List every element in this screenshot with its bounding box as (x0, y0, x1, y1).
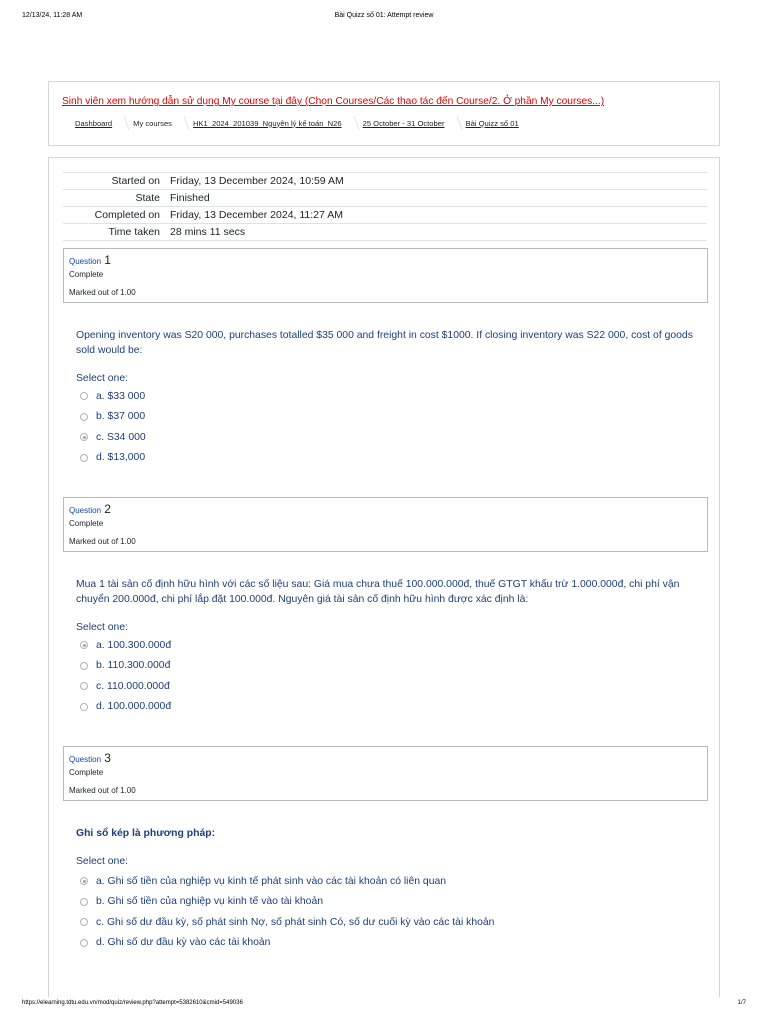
summary-row-state (63, 190, 707, 207)
answer-option[interactable] (80, 656, 171, 677)
answer-option[interactable] (80, 635, 171, 656)
attempt-summary-table (63, 172, 707, 241)
quiz-review-region (48, 157, 720, 997)
question-1-info (63, 248, 708, 303)
answer-label: b. $37 000 (96, 411, 146, 423)
question-grade: Marked out of 1.00 (69, 288, 136, 297)
question-state: Complete (69, 768, 104, 777)
question-2-text: Mua 1 tài sản cố định hữu hình với các số liệu sau: Giá mua chưa thuế 100.000.000đ, thuế GTGT khấu trừ 1.000.000đ, chi phí vận chuyển 200.000đ, chi phí lắp đặt 100.000đ. Nguyên giá tài sản cố định hữu hình được xác định là: (76, 579, 680, 605)
question-state: Complete (69, 270, 104, 279)
breadcrumb-dashboard[interactable]: Dashboard (75, 118, 113, 128)
answer-label: d. 100.000.000đ (96, 701, 172, 713)
answer-label: a. 100.300.000đ (96, 639, 172, 651)
summary-row-time-taken (63, 224, 707, 241)
question-3-text: Ghi sổ kép là phương pháp: (76, 828, 216, 839)
radio-button-selected[interactable] (80, 877, 88, 885)
question-3-answers (80, 871, 494, 953)
radio-button-selected[interactable] (80, 641, 88, 649)
breadcrumb-separator (450, 116, 462, 130)
answer-label: b. Ghi số tiền của nghiệp vụ kinh tế vào tài khoản (96, 896, 324, 908)
breadcrumb-section[interactable]: 25 October - 31 October (362, 118, 445, 128)
question-2-prompt: Select one: (76, 622, 128, 633)
breadcrumb-separator (177, 116, 189, 130)
summary-label: Started on (111, 174, 160, 187)
print-datetime: 12/13/24, 11:28 AM (22, 12, 83, 19)
radio-button-selected[interactable] (80, 433, 88, 441)
answer-option[interactable] (80, 912, 494, 933)
breadcrumb-quiz[interactable]: Bài Quizz số 01 (465, 118, 519, 128)
question-state: Complete (69, 519, 104, 528)
answer-option[interactable] (80, 892, 494, 913)
breadcrumb-my-courses: My courses (133, 118, 172, 128)
question-grade: Marked out of 1.00 (69, 537, 136, 546)
summary-row-completed (63, 207, 707, 224)
question-number: Question 1 (69, 253, 111, 267)
print-footer (22, 1000, 746, 1010)
radio-button[interactable] (80, 939, 88, 947)
answer-label: d. $13,000 (96, 452, 146, 464)
answer-label: a. $33 000 (96, 390, 146, 402)
page-header (48, 81, 720, 146)
radio-button[interactable] (80, 662, 88, 670)
question-1-text: Opening inventory was S20 000, purchases totalled $35 000 and freight in cost $1000. If closing inventory was S22 000, cost of goods sold would be: (76, 330, 693, 356)
question-number: Question 2 (69, 502, 111, 516)
answer-label: c. S34 000 (96, 431, 146, 443)
answer-label: d. Ghi số dư đầu kỳ vào các tài khoản (96, 937, 271, 949)
answer-label: a. Ghi số tiền của nghiệp vụ kinh tế phát sinh vào các tài khoản có liên quan (96, 875, 447, 887)
radio-button[interactable] (80, 918, 88, 926)
summary-value: Friday, 13 December 2024, 10:59 AM (170, 174, 344, 187)
print-page-number: 1/7 (737, 1000, 746, 1006)
print-url: https://elearning.tdtu.edu.vn/mod/quiz/review.php?attempt=5382610&cmid=549036 (22, 1000, 243, 1006)
print-page-title: Bài Quizz số 01: Attempt review (334, 12, 434, 19)
question-3-prompt: Select one: (76, 856, 128, 867)
question-2-answers (80, 635, 171, 717)
answer-option[interactable] (80, 871, 494, 892)
summary-value: Friday, 13 December 2024, 11:27 AM (170, 208, 343, 221)
answer-option[interactable] (80, 427, 146, 448)
radio-button[interactable] (80, 392, 88, 400)
radio-button[interactable] (80, 682, 88, 690)
question-1-answers (80, 386, 146, 468)
question-3-info (63, 746, 708, 801)
summary-value: Finished (170, 191, 210, 204)
radio-button[interactable] (80, 703, 88, 711)
breadcrumb-course[interactable]: HK1_2024_201039_Nguyên lý kế toán_N26 (192, 118, 342, 128)
print-header (22, 12, 746, 24)
answer-label: b. 110.300.000đ (96, 660, 171, 672)
answer-option[interactable] (80, 407, 146, 428)
answer-option[interactable] (80, 697, 171, 718)
summary-label: State (135, 191, 160, 204)
summary-label: Completed on (94, 208, 160, 221)
summary-label: Time taken (108, 225, 160, 238)
question-2-info (63, 497, 708, 552)
answer-option[interactable] (80, 933, 494, 954)
breadcrumb-separator (118, 116, 130, 130)
radio-button[interactable] (80, 898, 88, 906)
answer-option[interactable] (80, 676, 171, 697)
answer-option[interactable] (80, 448, 146, 469)
radio-button[interactable] (80, 413, 88, 421)
answer-option[interactable] (80, 386, 146, 407)
breadcrumb-separator (347, 116, 359, 130)
answer-label: c. 110.000.000đ (96, 680, 170, 692)
question-number: Question 3 (69, 751, 111, 765)
radio-button[interactable] (80, 454, 88, 462)
summary-row-started (63, 173, 707, 190)
summary-value: 28 mins 11 secs (170, 225, 246, 238)
question-1-prompt: Select one: (76, 373, 128, 384)
breadcrumb (75, 116, 519, 130)
course-guide-link[interactable]: Sinh viên xem hướng dẫn sử dụng My course tại đây (Chọn Courses/Các thao tác đến Course/2. Ở phần My courses...) (62, 96, 605, 107)
answer-label: c. Ghi số dư đầu kỳ, số phát sinh Nợ, số phát sinh Có, số dư cuối kỳ vào các tài khoản (96, 916, 495, 928)
question-grade: Marked out of 1.00 (69, 786, 136, 795)
